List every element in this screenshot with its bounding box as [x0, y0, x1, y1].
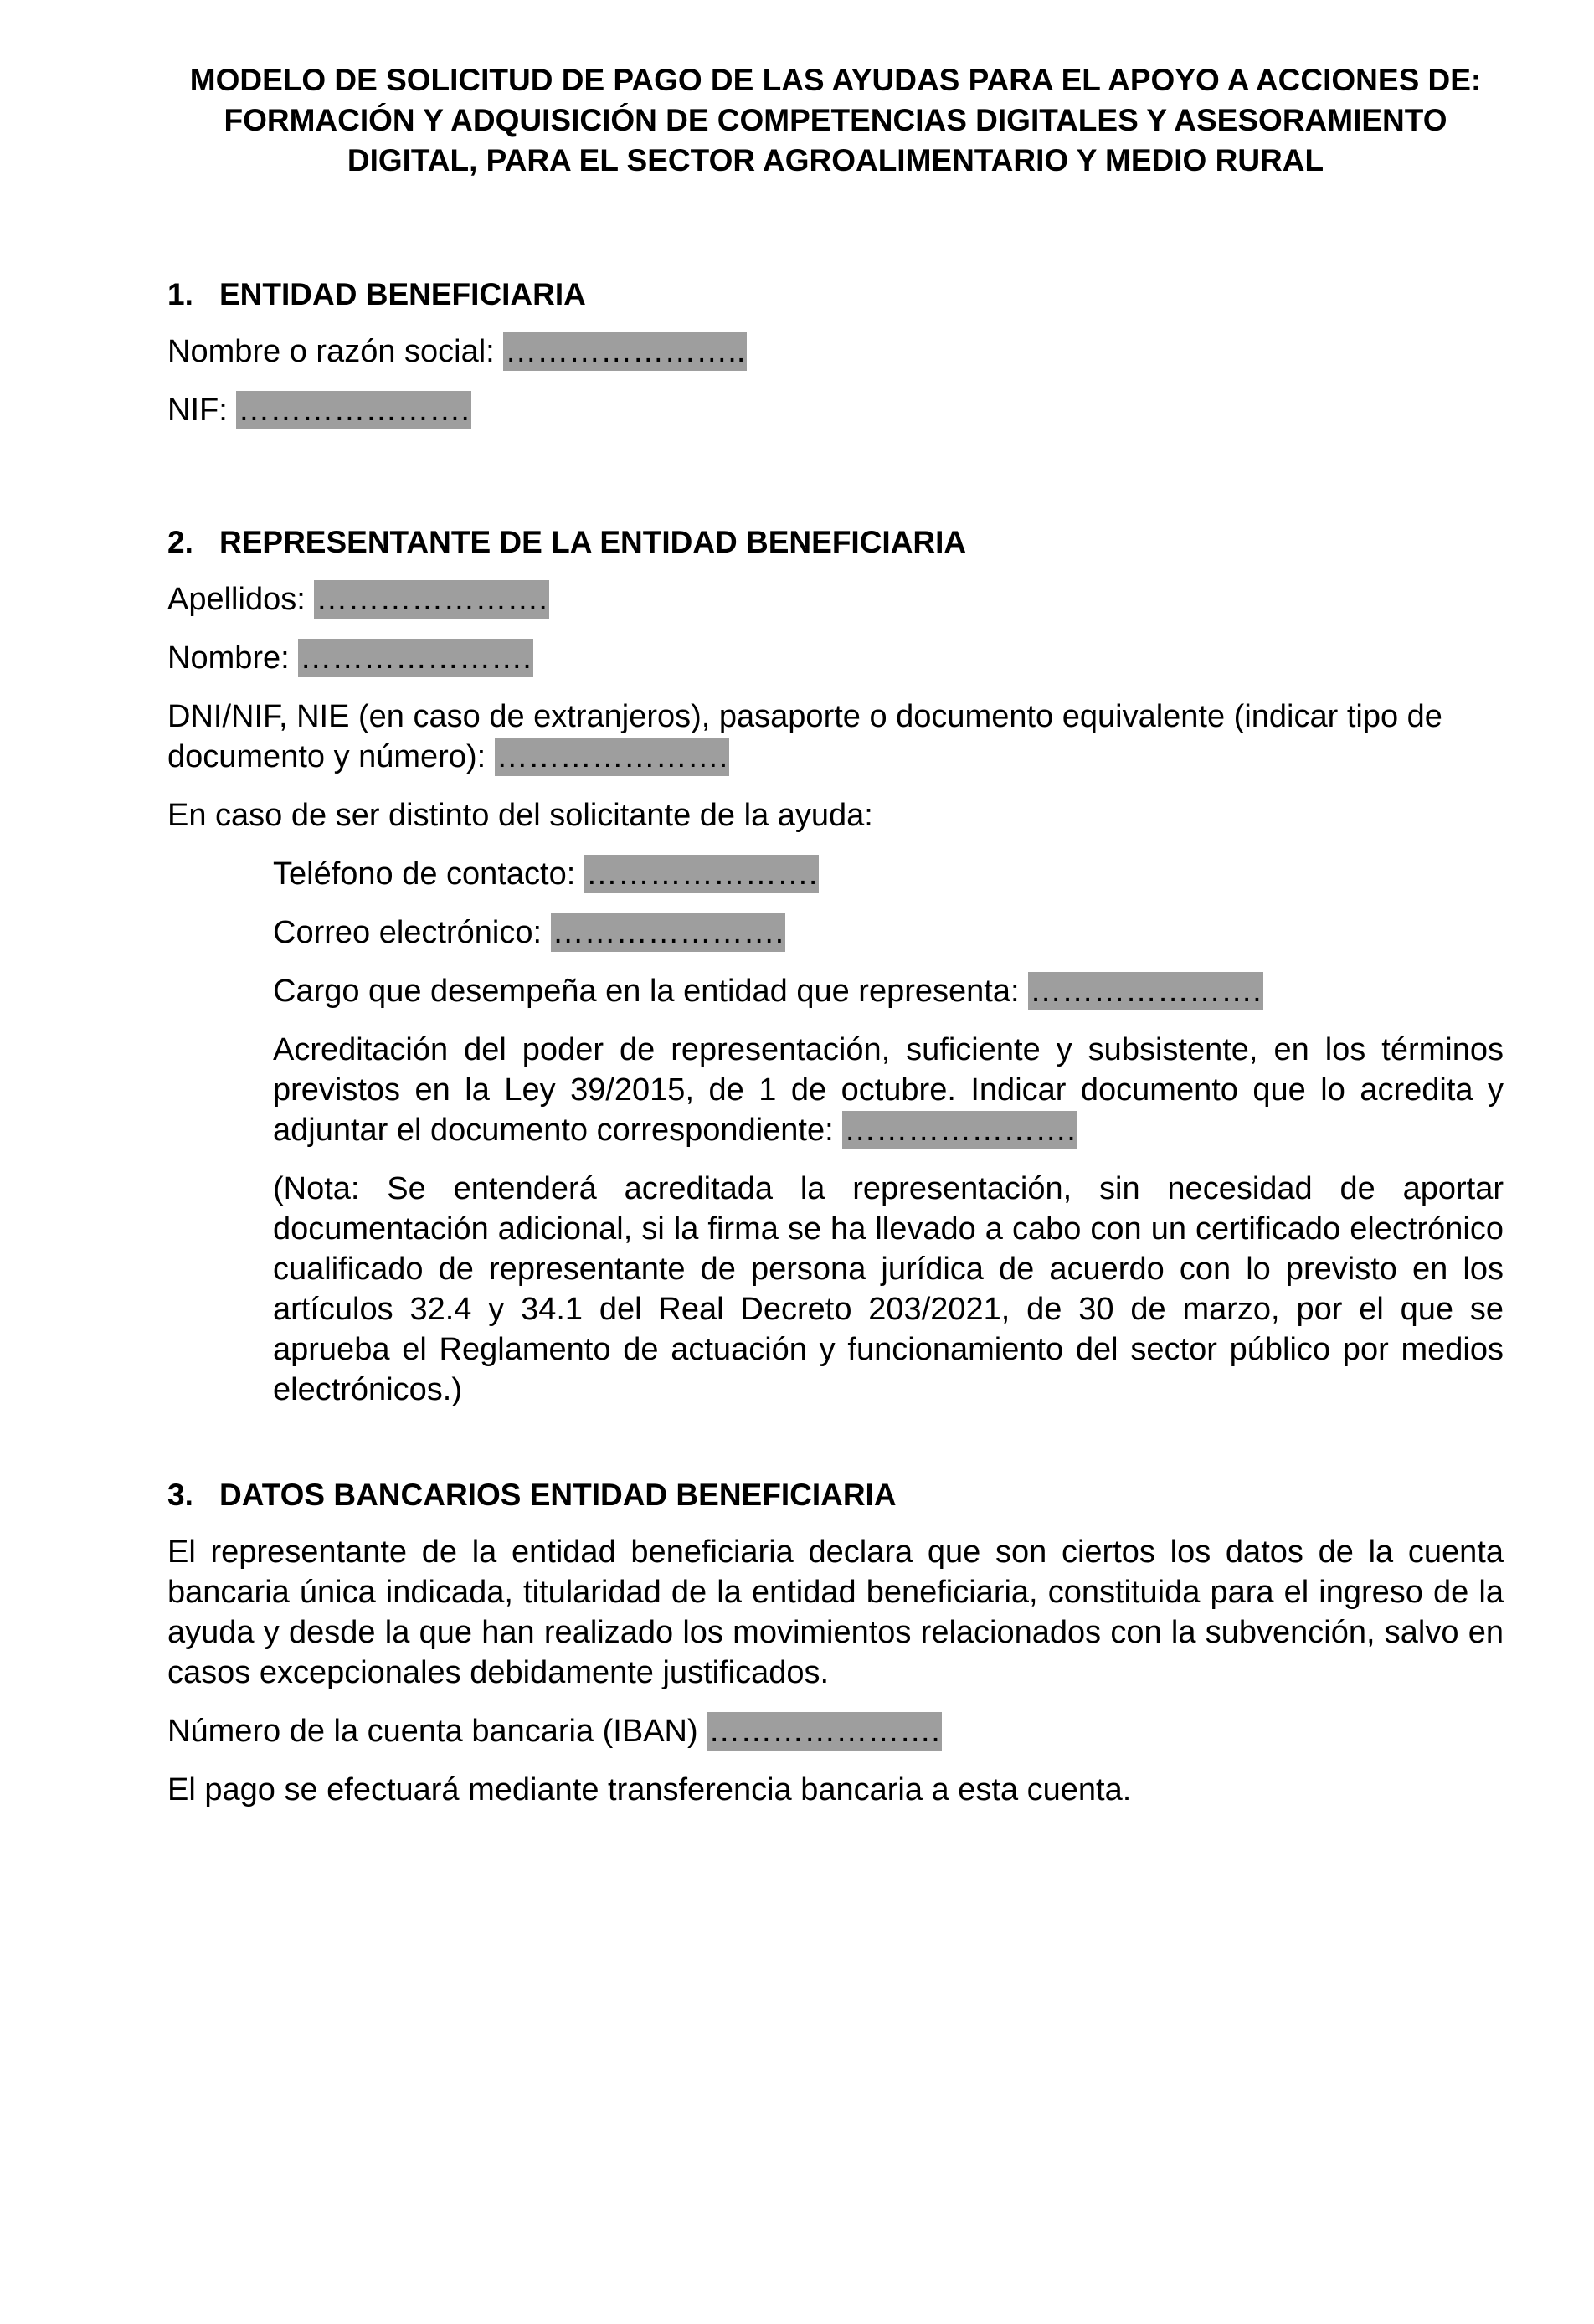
nota-paragraph: (Nota: Se entenderá acreditada la representación, sin necesidad de aportar documentación adicional, si la firma se ha llevado a cabo con un certificado electrónico cualificado de representante de persona jurídica de acuerdo con lo previsto en los artículos 32.4 y 34.1 del Real Decreto 203/2021, de 30 de marzo, por el que se aprueba el Reglamento de actuación y funcionamiento del sector público por medios electrónicos.) — [273, 1171, 1504, 1407]
nombre-label: Nombre: — [167, 640, 290, 676]
section-heading-datos-bancarios — [167, 1475, 1504, 1515]
dni-label: DNI/NIF, NIE (en caso de extranjeros), pasaporte o documento equivalente (indicar tipo de documento y número): — [167, 699, 1442, 774]
section-title: ENTIDAD BENEFICIARIA — [219, 277, 586, 311]
nombre-razon-social-label: Nombre o razón social: — [167, 334, 495, 369]
acreditacion-row — [273, 1030, 1504, 1150]
telefono-row — [273, 854, 1504, 894]
distinto-solicitante-intro: En caso de ser distinto del solicitante de la ayuda: — [167, 798, 873, 833]
acreditacion-field[interactable]: …………………. — [844, 1113, 1076, 1148]
correo-row — [273, 913, 1504, 953]
section-number: 3. — [167, 1478, 193, 1512]
dni-field[interactable]: …………………. — [496, 739, 728, 774]
document-title: MODELO DE SOLICITUD DE PAGO DE LAS AYUDAS PARA EL APOYO A ACCIONES DE: FORMACIÓN Y ADQUISICIÓN DE COMPETENCIAS DIGITALES Y ASESORAMIENTO DIGITAL, PARA EL SECTOR AGROALIMENTARIO Y MEDIO RURAL — [189, 63, 1482, 177]
section-title: REPRESENTANTE DE LA ENTIDAD BENEFICIARIA — [219, 525, 967, 559]
telefono-field[interactable]: …………………. — [585, 856, 818, 892]
iban-field[interactable]: …………………. — [708, 1714, 940, 1749]
correo-field[interactable]: …………………. — [552, 915, 784, 950]
nombre-row — [167, 638, 1504, 678]
apellidos-label: Apellidos: — [167, 582, 306, 617]
nombre-razon-social-row — [167, 332, 1504, 372]
correo-label: Correo electrónico: — [273, 915, 542, 950]
telefono-label: Teléfono de contacto: — [273, 856, 576, 892]
section-heading-representante — [167, 522, 1504, 563]
pago-paragraph: El pago se efectuará mediante transferencia bancaria a esta cuenta. — [167, 1772, 1132, 1807]
nif-label: NIF: — [167, 393, 228, 428]
apellidos-field[interactable]: …………………. — [316, 582, 548, 617]
dni-row — [167, 697, 1504, 777]
cargo-field[interactable]: …………………. — [1030, 974, 1262, 1009]
declaracion-paragraph: El representante de la entidad beneficiaria declara que son ciertos los datos de la cuenta bancaria única indicada, titularidad de la entidad beneficiaria, constituida para el ingreso de la ayuda y desde la que han realizado los movimientos relacionados con la subvención, salvo en casos excepcionales debidamente justificados. — [167, 1535, 1504, 1690]
cargo-row — [273, 971, 1504, 1011]
cargo-label: Cargo que desempeña en la entidad que representa: — [273, 974, 1020, 1009]
nombre-field[interactable]: …………………. — [300, 640, 532, 676]
nif-field[interactable]: …………………. — [238, 393, 470, 428]
nif-row — [167, 390, 1504, 430]
section-title: DATOS BANCARIOS ENTIDAD BENEFICIARIA — [219, 1478, 897, 1512]
nombre-razon-social-field[interactable]: ………………….. — [505, 334, 746, 369]
section-heading-entidad-beneficiaria — [167, 275, 1504, 315]
section-number: 1. — [167, 277, 193, 311]
iban-row — [167, 1711, 1504, 1751]
section-number: 2. — [167, 525, 193, 559]
acreditacion-label: Acreditación del poder de representación, suficiente y subsistente, en los términos previstos en la Ley 39/2015, de 1 de octubre. Indicar documento que lo acredita y adjuntar el documento correspondiente: — [273, 1032, 1504, 1148]
representante-contact-block — [167, 854, 1504, 1410]
iban-label: Número de la cuenta bancaria (IBAN) — [167, 1714, 698, 1749]
apellidos-row — [167, 579, 1504, 620]
